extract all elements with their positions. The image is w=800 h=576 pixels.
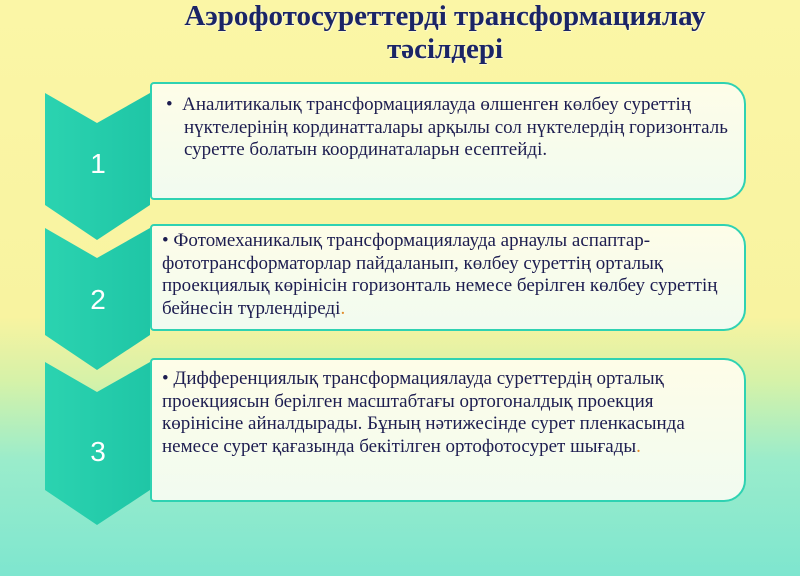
bullet: •	[166, 94, 173, 115]
period: .	[340, 297, 346, 319]
period: .	[636, 435, 641, 457]
bullet: •	[162, 230, 169, 251]
step-text-3: Дифференциялық трансформациялауда суреттердің орталық проекциясын берілген масштабтағы ортогоналдық проекция көрінісіне айналдырады. Бұның нәтижесінде сурет пленкасында немесе сурет қағазында бекітілген ортофотосурет шығады	[162, 368, 685, 457]
step-box-2	[150, 224, 746, 331]
step-text-1: Аналитикалық трансформациялауда өлшенген көлбеу суреттің нүктелерінің кординатталары арқылы сол нүктелердің горизонталь суретте болатын координаталарьн есептейді.	[182, 94, 728, 160]
step-number-2: 2	[90, 284, 106, 315]
step-box-1	[150, 82, 746, 200]
title-line-2: тәсілдері	[386, 33, 504, 65]
step-text-2: Фотомеханикалық трансформациялауда арнаулы аспаптар-фототрансформаторлар пайдаланып, көлбеу суреттің орталық проекциялық көрінісін горизонталь немесе берілген көлбеу суреттің бейнесін түрлендіреді	[162, 230, 718, 319]
bullet: •	[162, 368, 169, 389]
title-line-1: Аэрофотосуреттерді трансформациялау	[184, 0, 706, 32]
step-number-3: 3	[90, 436, 106, 467]
step-box-3	[150, 358, 746, 502]
step-number-1: 1	[90, 148, 106, 179]
